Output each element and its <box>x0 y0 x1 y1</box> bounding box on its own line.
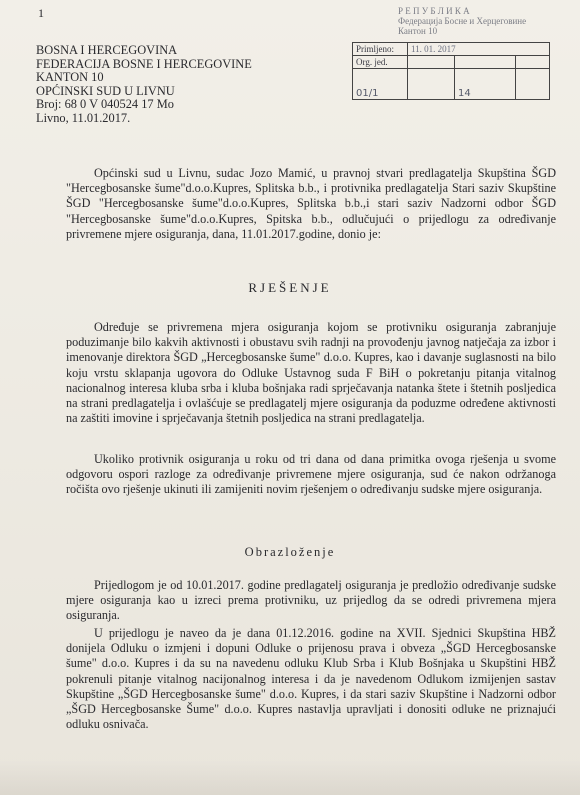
header-court: OPĆINSKI SUD U LIVNU <box>36 83 175 98</box>
header-federation: FEDERACIJA BOSNE I HERCEGOVINE <box>36 56 252 71</box>
stamp-cell-num: 14 <box>455 69 516 100</box>
header-canton: KANTON 10 <box>36 70 104 85</box>
decision-paragraph-2: Ukoliko protivnik osiguranja u roku od tri dana od dana primitka ovoga rješenja u svome odgovoru ospori razloge za određivanje privremene mjere osiguranja, sud će nakon održanoga ročišta ovo rješenje ukinuti ili zamijeniti novim rješenjem o određivanju sudske mjere osiguranja. <box>66 452 556 497</box>
decision-paragraph-1: Određuje se privremena mjera osiguranja kojom se protivniku osiguranja zabranjuje poduzimanje bilo kakvih aktivnosti i obustavu svih radnji na provođenju javnog natječaja za izbor i imenovanje direktora ŠGD „Hercegbosanske šume" d.o.o. Kupres, kao i davanje suglasnosti na bilo koju vrstu sklapanja ugovora do Odluke Ustavnog suda F BiH o pokretanju pitanja vitalnog nacionalnog interesa kluba srba i kluba bošnjaka radi sprječavanja natanka štete i štetnih posljedica na strani predlagatelja i ovlašćuje se predlagatelj mjere osiguranja da poduzme određene aktivnosti na zaštiti imovine i sprječavanja štetnih posljedica na strani predlagatelja. <box>66 320 556 426</box>
decision-title: RJEŠENJE <box>248 280 332 295</box>
stamp-line-2: Федерација Босне и Херцеговине <box>398 16 527 26</box>
stamp-line-1: Р Е П У Б Л И К А <box>398 6 470 16</box>
header-place-date: Livno, 11.01.2017. <box>36 110 131 125</box>
stamp-received-label: Primljeno: <box>353 43 408 56</box>
stamp-line-3: Кантон 10 <box>398 26 438 36</box>
court-header <box>36 44 252 126</box>
stamp-cell-2 <box>408 69 455 100</box>
page-number: 1 <box>38 6 44 20</box>
stamp-cell-4 <box>516 69 550 100</box>
received-stamp-heading <box>398 6 526 36</box>
header-country: BOSNA I HERCEGOVINA <box>36 43 178 57</box>
reasoning-title: Obrazloženje <box>244 545 336 559</box>
registry-stamp-table <box>352 42 550 100</box>
bottom-shadow <box>0 760 580 795</box>
reasoning-paragraph-2: U prijedlogu je naveo da je dana 01.12.2016. godine na XVII. Sjednici Skupština HBŽ donijela Odluku o izmjeni i dopuni Odluke o prijenosu prava i obveza „ŠGD Hercegbosanske šume" d.o.o. Kupres i da su na navedenu odluku Klub Srba i Klub Bošnjaka u Skupštini HBŽ pokrenuli pitanje vitalnog nacijonalnog interesa i da je navedenom Odlukom izmijenjen sastav Skupštine „ŠGD Hercegbosanske šume" d.o.o. Kupres, i da stari saziv Skupštine i Nadzorni odbor „ŠGD Hercegbosanske Šume" d.o.o. Kupres nastavlja upravljati i donositi odluke ne priznajući odluku osnivača. <box>66 626 556 732</box>
stamp-cell-org: 01/1 <box>353 69 408 100</box>
reasoning-paragraph-1: Prijedlogom je od 10.01.2017. godine predlagatelj osiguranja je predložio određivanje sudske mjere osiguranja kao u izreci prema protivniku, uz prijedlog da se odredi privremena mjera osiguranja. <box>66 578 556 623</box>
stamp-org-label: Org. jed. <box>353 56 408 69</box>
intro-paragraph: Općinski sud u Livnu, sudac Jozo Mamić, u pravnoj stvari predlagatelja Skupština ŠGD "Hercegbosanske šume"d.o.o.Kupres, Splitska b.b., i protivnika predlagatelja Stari saziv Skupštine ŠGD "Hercegbosanske šume"d.o.o.Kupres, Splitska b.b.,i stari saziv Nadzorni odbor ŠGD "Hercegbosanske šume"d.o.o.Kupres, Spitska b.b., odlučujući o prijedlogu za određivanje privremene mjere osiguranja, dana, 11.01.2017.godine, donio je: <box>66 166 556 241</box>
header-case-number: Broj: 68 0 V 040524 17 Mo <box>36 97 174 112</box>
stamp-received-date: 11. 01. 2017 <box>408 43 550 56</box>
